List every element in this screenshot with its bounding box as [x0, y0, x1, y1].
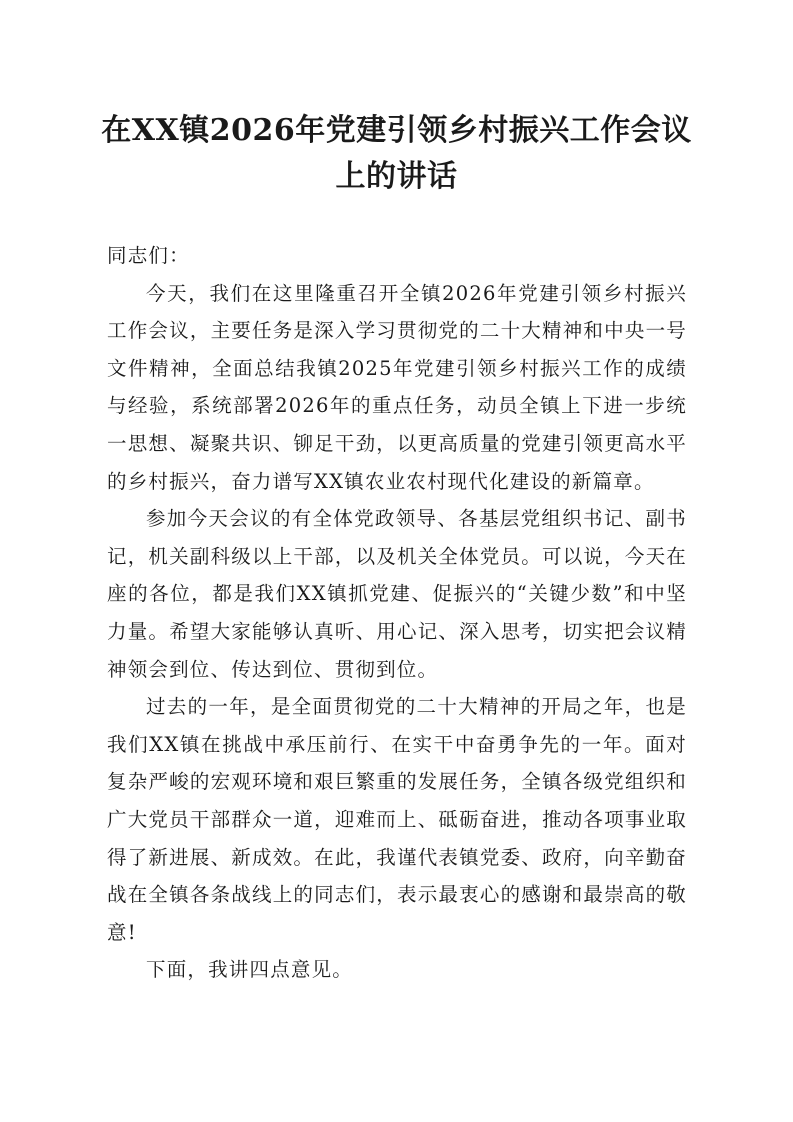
paragraph-transition: 下面，我讲四点意见。 — [146, 958, 354, 982]
paragraph-review: 过去的一年，是全面贯彻党的二十大精神的开局之年，也是我们XX镇在挑战中承压前行、在实干中奋勇争先的一年。面对复杂严峻的宏观环境和艰巨繁重的发展任务，全镇各级党组织和广大党员干部群众一道，迎难而上、砥砺奋进，推动各项事业取得了新进展、新成效。在此，我谨代表镇党委、政府，向辛勤奋战在全镇各条战线上的同志们，表示最衷心的感谢和最崇高的敬意! — [107, 695, 687, 944]
paragraph-opening: 今天，我们在这里隆重召开全镇2026年党建引领乡村振兴工作会议，主要任务是深入学习贯彻党的二十大精神和中央一号文件精神，全面总结我镇2025年党建引领乡村振兴工作的成绩与经验，系统部署2026年的重点任务，动员全镇上下进一步统一思想、凝聚共识、铆足干劲，以更高质量的党建引领更高水平的乡村振兴，奋力谱写XX镇农业农村现代化建设的新篇章。 — [107, 281, 687, 493]
salutation: 同志们： — [107, 244, 190, 267]
paragraph-attendees: 参加今天会议的有全体党政领导、各基层党组织书记、副书记，机关副科级以上干部，以及机关全体党员。可以说，今天在座的各位，都是我们XX镇抓党建、促振兴的“关键少数”和中坚力量。希望大家能够认真听、用心记、深入思考，切实把会议精神领会到位、传达到位、贯彻到位。 — [107, 507, 687, 681]
document-body — [107, 237, 687, 989]
document-title: 在XX镇2026年党建引领乡村振兴工作会议上的讲话 — [101, 113, 692, 194]
